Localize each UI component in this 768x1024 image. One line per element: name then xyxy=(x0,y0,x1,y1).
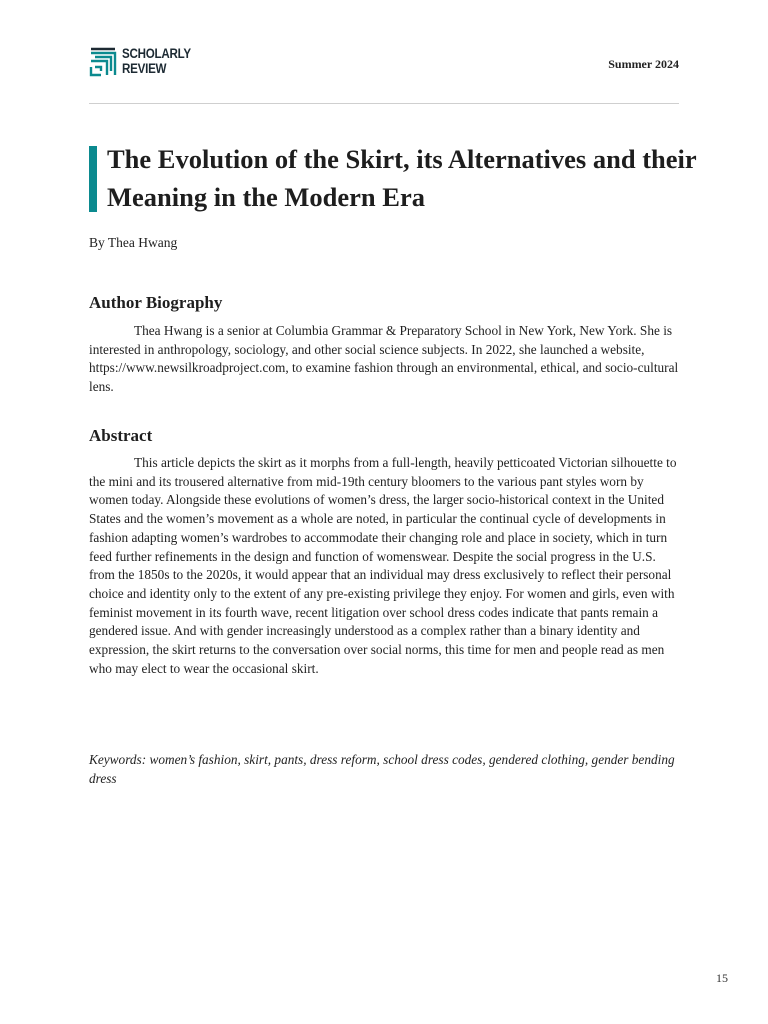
abstract-text: This article depicts the skirt as it morphs from a full-length, heavily petticoated Victorian silhouette to the mini and its trousered alternative from mid-19th century bloomers to the various pant styles worn by women today. Alongside these evolutions of women’s dress, the larger socio-historical context in the United States and the women’s movement as a whole are noted, in particular the continual cycle of developments in fashion adapting women’s wardrobes to accommodate their changing role and place in society, which in turn feed further refinements in the design and function of womenswear. Despite the social progress in the U.S. from the 1850s to the 2020s, it would appear that an individual may dress exclusively to reflect their personal choice and identity only to the extent of any pre-existing privilege they enjoy. For women and girls, even with feminist movement in its fourth wave, recent litigation over school dress codes indicate that pants remain a gendered issue. And with gender increasingly understood as a complex rather than a binary identity and expression, the skirt returns to the conversation over social norms, this time for men and people read as men who may elect to wear the occasional skirt. xyxy=(89,455,677,676)
title-accent-bar xyxy=(89,146,97,212)
biography-text: Thea Hwang is a senior at Columbia Grammar & Preparatory School in New York, New York. She is interested in anthropology, sociology, and other social science subjects. In 2022, she launched a website, https://www.newsilkroadproject.com, to examine fashion through an environmental, ethical, and socio-cultural lens. xyxy=(89,323,679,395)
logo-line-1: SCHOLARLY xyxy=(122,46,191,61)
header-divider xyxy=(89,103,679,104)
logo-line-2: REVIEW xyxy=(122,61,167,76)
maze-logo-icon xyxy=(89,47,117,77)
page-number: 15 xyxy=(716,971,728,985)
issue-date: Summer 2024 xyxy=(608,57,679,71)
abstract-heading: Abstract xyxy=(89,426,153,445)
author-byline: By Thea Hwang xyxy=(89,235,178,250)
biography-heading: Author Biography xyxy=(89,293,223,312)
journal-logo xyxy=(89,45,199,81)
keywords: Keywords: women’s fashion, skirt, pants, dress reform, school dress codes, gendered clothing, gender bending dress xyxy=(89,752,675,786)
article-title: The Evolution of the Skirt, its Alternatives and their Meaning in the Modern Era xyxy=(107,144,697,212)
logo-wordmark xyxy=(122,46,191,76)
page-header xyxy=(89,45,679,85)
